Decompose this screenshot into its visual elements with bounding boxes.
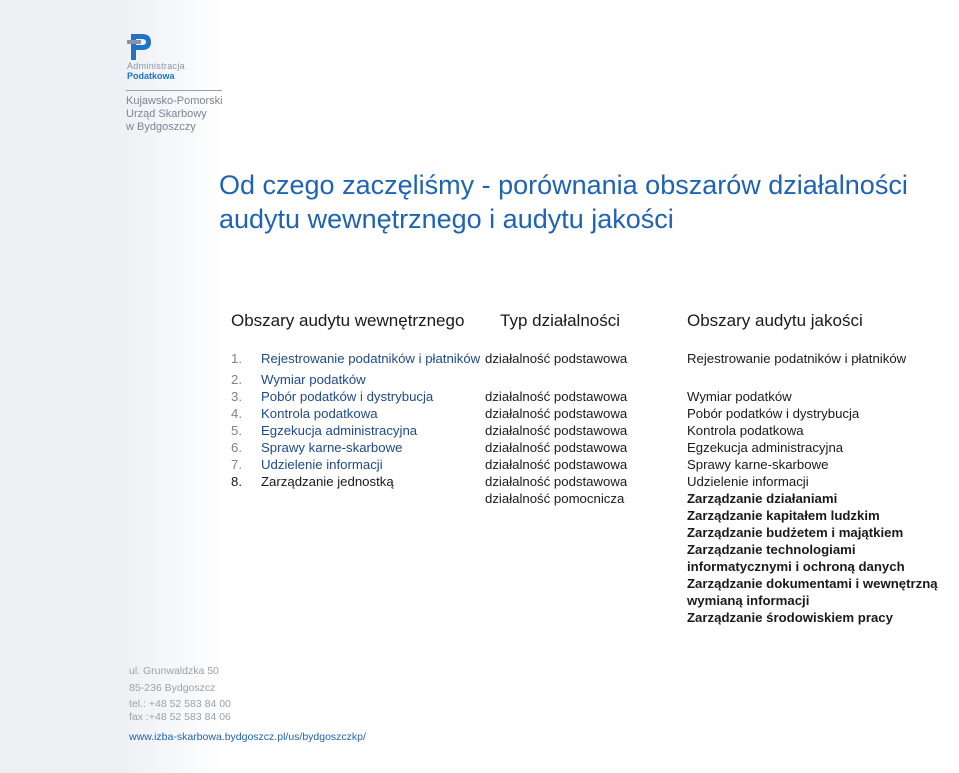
office-name xyxy=(126,90,236,134)
column-header-internal-audit: Obszary audytu wewnętrznego xyxy=(231,311,465,330)
address-line: 85-236 Bydgoszcz xyxy=(129,682,216,694)
list-item: Zarządzanie technologiami informatycznymi i ochroną danych xyxy=(687,542,905,574)
list-item xyxy=(231,388,481,405)
item-number: 5. xyxy=(231,423,242,438)
logo-line1: Administracja xyxy=(127,61,185,71)
fax-line: fax :+48 52 583 84 06 xyxy=(129,711,231,723)
item-number: 7. xyxy=(231,457,242,472)
item-text: Kontrola podatkowa xyxy=(261,406,378,421)
list-item: Zarządzanie działaniami xyxy=(687,491,838,506)
item-text: Sprawy karne-skarbowe xyxy=(261,440,403,455)
quality-audit-list xyxy=(687,350,959,626)
office-line: Kujawsko-Pomorski xyxy=(126,95,223,107)
list-item xyxy=(231,350,481,367)
list-item: Sprawy karne-skarbowe xyxy=(687,457,829,472)
logo-p-icon xyxy=(127,31,155,61)
item-number: 6. xyxy=(231,440,242,455)
list-item xyxy=(231,422,481,439)
list-item: Kontrola podatkowa xyxy=(687,423,804,438)
activity-type: działalność podstawowa xyxy=(485,440,628,455)
item-number: 2. xyxy=(231,372,242,387)
activity-type: działalność pomocnicza xyxy=(485,491,625,506)
list-item: Udzielenie informacji xyxy=(687,474,809,489)
list-item xyxy=(231,371,481,388)
list-item: Pobór podatków i dystrybucja xyxy=(687,406,860,421)
office-line: w Bydgoszczy xyxy=(126,121,196,133)
address xyxy=(129,665,219,695)
item-number: 1. xyxy=(231,351,242,366)
column-header-quality-audit: Obszary audytu jakości xyxy=(687,311,863,330)
website-link[interactable]: www.izba-skarbowa.bydgoszcz.pl/us/bydgoszczkp/ xyxy=(129,731,366,743)
list-item: Wymiar podatków xyxy=(687,389,792,404)
activity-type: działalność podstawowa xyxy=(485,406,628,421)
list-item: Rejestrowanie podatników i płatników xyxy=(687,351,907,366)
activity-type: działalność podstawowa xyxy=(485,351,628,366)
administracja-podatkowa-logo xyxy=(127,31,247,81)
logo-line2: Podatkowa xyxy=(127,71,175,81)
office-line: Urząd Skarbowy xyxy=(126,108,207,120)
item-number: 8. xyxy=(231,474,242,489)
activity-type: działalność podstawowa xyxy=(485,423,628,438)
office-divider xyxy=(126,90,222,91)
activity-type-list xyxy=(485,350,627,507)
item-text: Egzekucja administracyjna xyxy=(261,423,418,438)
item-text: Wymiar podatków xyxy=(261,372,366,387)
list-item: Zarządzanie budżetem i majątkiem xyxy=(687,525,904,540)
column-header-activity-type: Typ działalności xyxy=(500,311,621,330)
item-text: Zarządzanie jednostką xyxy=(261,474,394,489)
list-item: Zarządzanie kapitałem ludzkim xyxy=(687,508,880,523)
address-line: ul. Grunwaldzka 50 xyxy=(129,665,219,677)
item-number: 4. xyxy=(231,406,242,421)
activity-type: działalność podstawowa xyxy=(485,474,628,489)
list-item: Zarządzanie środowiskiem pracy xyxy=(687,610,893,625)
activity-type: działalność podstawowa xyxy=(485,457,628,472)
item-text: Udzielenie informacji xyxy=(261,457,383,472)
phone-line: tel.: +48 52 583 84 00 xyxy=(129,698,231,710)
contact xyxy=(129,698,231,724)
list-item xyxy=(231,456,481,473)
list-item: Zarządzanie dokumentami i wewnętrzną wymianą informacji xyxy=(687,576,938,608)
item-text: Rejestrowanie podatników i płatników xyxy=(261,351,481,366)
item-number: 3. xyxy=(231,389,242,404)
list-item xyxy=(231,405,481,422)
page-title: Od czego zaczęliśmy - porównania obszarów działalności audytu wewnętrznego i audytu jakości xyxy=(219,170,908,234)
internal-audit-list xyxy=(231,350,481,490)
list-item xyxy=(231,439,481,456)
item-text: Pobór podatków i dystrybucja xyxy=(261,389,434,404)
list-item: Egzekucja administracyjna xyxy=(687,440,844,455)
activity-type: działalność podstawowa xyxy=(485,389,628,404)
list-item xyxy=(231,473,481,490)
